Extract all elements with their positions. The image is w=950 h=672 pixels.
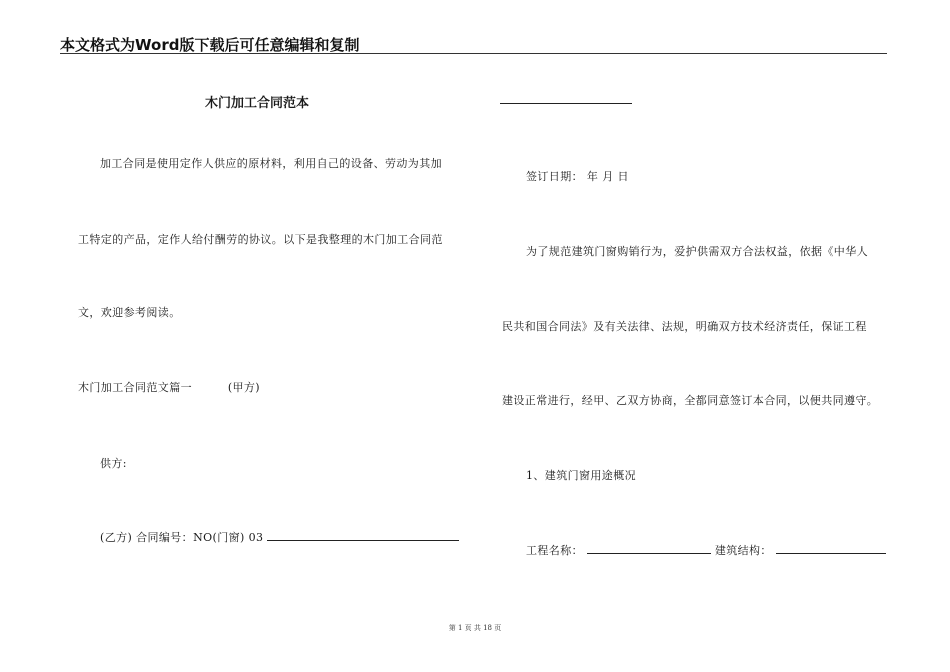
project-name-label: 工程名称： [526, 544, 583, 557]
party-a-label: (甲方) [227, 381, 260, 394]
section-heading: 木门加工合同范文篇一 [78, 381, 192, 394]
structure-blank [776, 543, 886, 554]
contract-number-blank [267, 530, 459, 541]
purpose-line-3: 建设正常进行，经甲、乙双方协商，全都同意签订本合同，以便共同遵守。 [502, 394, 879, 407]
purpose-line-1: 为了规范建筑门窗购销行为，爱护供需双方合法权益，依据《中华人 [526, 245, 868, 258]
purpose-line-2: 民共和国合同法》及有关法律、法规，明确双方技术经济责任，保证工程 [502, 320, 867, 333]
project-info-line [526, 542, 886, 558]
document-banner: 本文格式为Word版下载后可任意编辑和复制 [60, 36, 360, 54]
document-title: 木门加工合同范本 [205, 96, 310, 111]
sign-date: 签订日期： 年 月 日 [526, 170, 629, 183]
structure-label: 建筑结构： [714, 544, 772, 557]
intro-line-2: 工特定的产品，定作人给付酬劳的协议。以下是我整理的木门加工合同范 [78, 233, 443, 246]
project-name-blank [587, 543, 711, 554]
header-rule [60, 53, 887, 54]
intro-line-3: 文，欢迎参考阅读。 [78, 306, 181, 319]
intro-line-1: 加工合同是使用定作人供应的原材料，利用自己的设备、劳动为其加 [100, 157, 442, 170]
supplier-label: 供方: [100, 457, 127, 470]
item-1-heading: 1、建筑门窗用途概况 [526, 469, 636, 482]
section-heading-line [78, 379, 260, 395]
party-b-contract-number: (乙方) 合同编号：NO(门窗) 03 [100, 531, 264, 544]
signature-blank-line [500, 103, 632, 104]
contract-number-line [100, 529, 459, 545]
page-number-footer: 第 1 页 共 18 页 [448, 624, 502, 632]
